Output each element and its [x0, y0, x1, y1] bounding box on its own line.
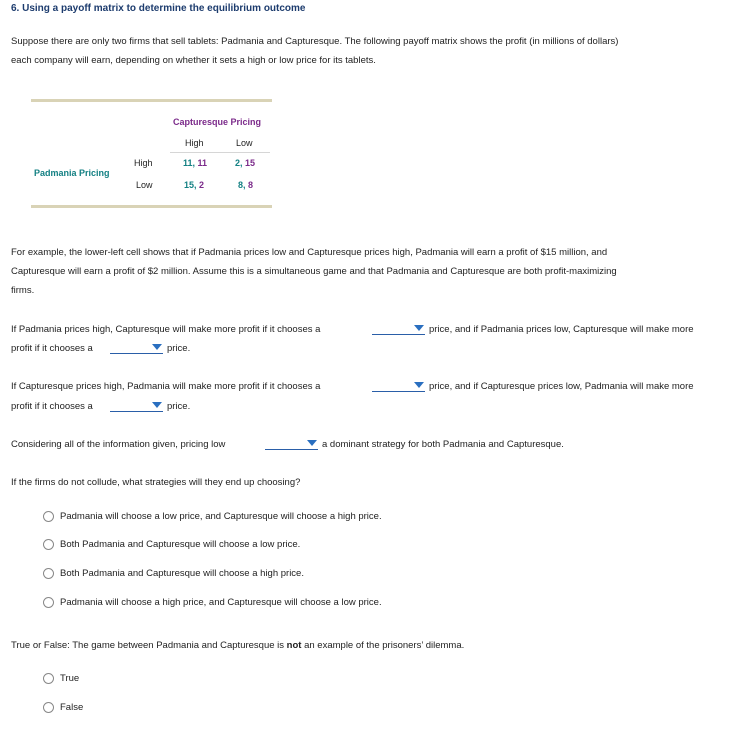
q4-option-4-radio[interactable] [43, 597, 54, 608]
q1-text-c: profit if it chooses a [11, 343, 93, 354]
q5-false-radio[interactable] [43, 702, 54, 713]
example-line-2: Capturesque will earn a profit of $2 million. Assume this is a simultaneous game and that Padmania and Capturesque are both profit-maximizing [11, 266, 617, 277]
cell-high-high-capturesque: 11 [197, 158, 208, 168]
chevron-down-icon [414, 382, 424, 388]
matrix-bottom-rule [31, 205, 272, 208]
q5-true-radio[interactable] [43, 673, 54, 684]
row-header-high: High [134, 158, 153, 168]
column-player-label: Capturesque Pricing [173, 117, 262, 127]
cell-sep: , [192, 158, 198, 168]
q4-option-4-label[interactable]: Padmania will choose a high price, and Capturesque will choose a low price. [60, 597, 382, 608]
matrix-top-rule [31, 99, 272, 102]
q4-option-3-radio[interactable] [43, 568, 54, 579]
q2-text-b: price, and if Capturesque prices low, Padmania will make more [429, 381, 694, 392]
q4-prompt: If the firms do not collude, what strategies will they end up choosing? [11, 477, 301, 488]
row-header-low: Low [136, 180, 153, 190]
chevron-down-icon [152, 402, 162, 408]
q4-option-1-label[interactable]: Padmania will choose a low price, and Capturesque will choose a high price. [60, 511, 382, 522]
cell-low-low-padmania: 8 [238, 180, 244, 190]
q4-option-1-radio[interactable] [43, 511, 54, 522]
q1-dropdown-1[interactable] [372, 323, 425, 335]
q2-text-a: If Capturesque prices high, Padmania will make more profit if it chooses a [11, 381, 321, 392]
column-header-high: High [185, 138, 204, 148]
cell-low-high-capturesque: 2 [199, 180, 205, 190]
cell-low-high-padmania: 15 [184, 180, 195, 190]
q1-text-a: If Padmania prices high, Capturesque will make more profit if it chooses a [11, 324, 321, 335]
page-title: 6. Using a payoff matrix to determine the equilibrium outcome [11, 3, 306, 14]
q5-prompt [11, 636, 464, 655]
cell-high-high [183, 158, 207, 168]
q5-prompt-a: True or False: The game between Padmania and Capturesque is [11, 640, 285, 651]
intro-line-2: each company will earn, depending on whether it sets a high or low price for its tablets. [11, 55, 376, 66]
q1-text-d: price. [167, 343, 191, 354]
q5-true-label[interactable]: True [60, 673, 80, 684]
row-player-label: Padmania Pricing [34, 168, 110, 178]
q4-option-2-label[interactable]: Both Padmania and Capturesque will choose a low price. [60, 539, 301, 550]
cell-sep: , [194, 180, 200, 190]
q5-false-label[interactable]: False [60, 702, 84, 713]
cell-high-low [235, 158, 255, 168]
chevron-down-icon [152, 344, 162, 350]
q5-prompt-b: an example of the prisoners’ dilemma. [304, 640, 465, 651]
q1-dropdown-2[interactable] [110, 342, 163, 354]
q1-text-b: price, and if Padmania prices low, Capturesque will make more [429, 324, 694, 335]
cell-low-high [184, 180, 204, 190]
q4-option-3-label[interactable]: Both Padmania and Capturesque will choose a high price. [60, 568, 304, 579]
intro-line-1: Suppose there are only two firms that sell tablets: Padmania and Capturesque. The following payoff matrix shows the profit (in millions of dollars) [11, 36, 619, 47]
q3-dropdown[interactable] [265, 438, 318, 450]
q2-dropdown-2[interactable] [110, 400, 163, 412]
cell-high-low-padmania: 2 [235, 158, 241, 168]
cell-low-low [238, 180, 253, 190]
header-divider [170, 152, 270, 153]
q3-text-a: Considering all of the information given, pricing low [11, 439, 226, 450]
q4-option-2-radio[interactable] [43, 539, 54, 550]
q2-text-d: price. [167, 401, 191, 412]
example-line-1: For example, the lower-left cell shows that if Padmania prices low and Capturesque prices high, Padmania will earn a profit of $15 million, and [11, 247, 608, 258]
example-line-3: firms. [11, 285, 35, 296]
cell-high-high-padmania: 11 [183, 158, 193, 168]
cell-high-low-capturesque: 15 [245, 158, 256, 168]
q3-text-b: a dominant strategy for both Padmania and Capturesque. [322, 439, 564, 450]
column-header-low: Low [236, 138, 253, 148]
cell-sep: , [243, 180, 249, 190]
chevron-down-icon [414, 325, 424, 331]
chevron-down-icon [307, 440, 317, 446]
cell-sep: , [240, 158, 246, 168]
q2-text-c: profit if it chooses a [11, 401, 93, 412]
q5-prompt-emphasis: not [286, 640, 302, 651]
q2-dropdown-1[interactable] [372, 380, 425, 392]
cell-low-low-capturesque: 8 [248, 180, 254, 190]
